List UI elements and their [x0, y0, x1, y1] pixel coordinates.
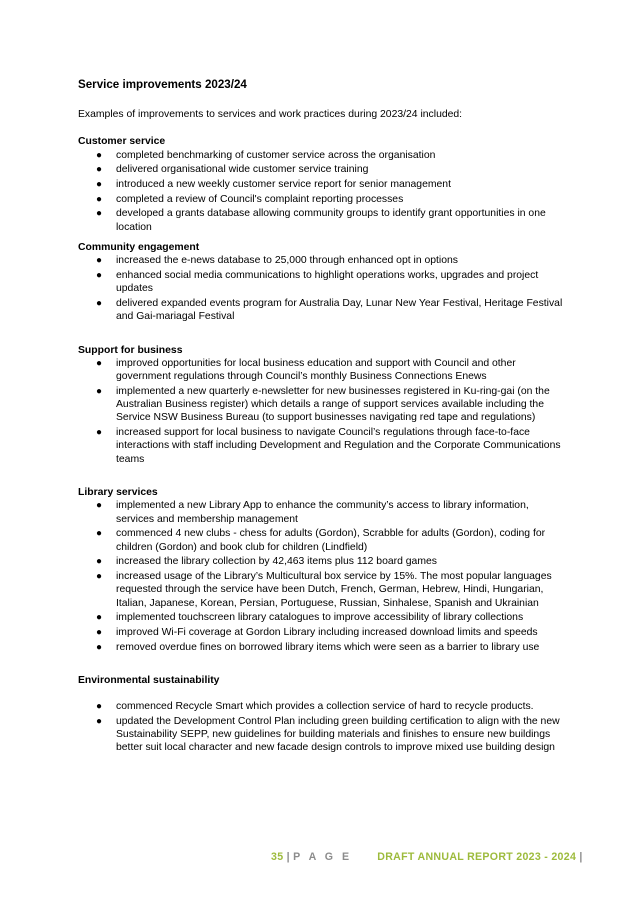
section-customer-service [78, 135, 568, 234]
section-support-for-business [78, 344, 568, 466]
bullet-icon: ● [96, 715, 103, 727]
bullet-icon: ● [96, 269, 103, 281]
page-label: P A G E [293, 851, 353, 863]
bullet-icon: ● [96, 556, 103, 568]
bullet-icon: ● [96, 297, 103, 309]
list-item: ● increased support for local business to navigate Council’s regulations through face-to-face interactions with staff including Development and Regulation and the Corporate Communications teams [96, 427, 561, 465]
section-library-services [78, 486, 568, 654]
bullet-list [78, 357, 568, 466]
list-item: ● implemented a new Library App to enhance the community’s access to library information, services and membership management [96, 500, 529, 525]
bullet-icon: ● [96, 357, 103, 369]
bullet-icon: ● [96, 641, 103, 653]
list-item: ● delivered expanded events program for Australia Day, Lunar New Year Festival, Heritage Festival and Gai-mariagal Festival [96, 297, 563, 323]
list-item: ● delivered organisational wide customer service training [96, 164, 369, 176]
bullet-icon: ● [96, 570, 103, 582]
section-heading: Environmental sustainability [78, 674, 220, 686]
section-heading: Customer service [78, 136, 166, 148]
intro-text: Examples of improvements to services and work practices during 2023/24 included: [78, 109, 463, 120]
bullet-icon: ● [96, 178, 103, 190]
bullet-icon: ● [96, 385, 103, 397]
bullet-list [78, 149, 568, 234]
page-number: 35 [271, 851, 284, 863]
section-heading: Community engagement [78, 241, 200, 253]
list-item: ● commenced 4 new clubs - chess for adults (Gordon), Scrabble for adults (Gordon), coding for children (Gordon) and book club for children (Lindfield) [96, 528, 546, 553]
list-item: ● commenced Recycle Smart which provides a collection service of hard to recycle products. [96, 701, 534, 713]
bullet-icon: ● [96, 701, 103, 713]
bullet-list [78, 254, 568, 323]
bullet-icon: ● [96, 164, 103, 176]
bullet-icon: ● [96, 427, 103, 439]
section-environmental-sustainability [78, 674, 568, 755]
list-item: ● removed overdue fines on borrowed library items which were seen as a barrier to library use [96, 641, 540, 653]
list-item: ● increased the library collection by 42,463 items plus 112 board games [96, 556, 437, 568]
bullet-icon: ● [96, 528, 103, 540]
page-footer [271, 851, 583, 863]
bullet-icon: ● [96, 500, 103, 512]
bullet-icon: ● [96, 626, 103, 638]
list-item: ● developed a grants database allowing community groups to identify grant opportunities in one location [96, 208, 546, 233]
list-item: ● improved opportunities for local business education and support with Council and other government regulations through Council’s monthly Business Connections Enews [96, 357, 516, 383]
list-item: ● implemented a new quarterly e-newsletter for new businesses registered in Ku-ring-gai (on the Australian Business register) which details a range of support services available including the Service NSW Business Bureau (to support businesses navigating red tape and regulations) [96, 385, 550, 424]
list-item: ● enhanced social media communications to highlight operations works, upgrades and project updates [96, 269, 539, 295]
document-page [78, 78, 568, 762]
list-item: ● updated the Development Control Plan including green building certification to align with the new Sustainability SEPP, new guidelines for building materials and finishes to ensure new buildings better suit local character and new facade design controls to improve mixed use building design [96, 715, 560, 754]
bullet-icon: ● [96, 149, 103, 161]
list-item: ● implemented touchscreen library catalogues to improve accessibility of library collections [96, 612, 524, 624]
list-item: ● completed a review of Council's complaint reporting processes [96, 193, 404, 205]
list-item: ● completed benchmarking of customer service across the organisation [96, 149, 436, 161]
page-title: Service improvements 2023/24 [78, 78, 247, 91]
bullet-icon: ● [96, 193, 103, 205]
bullet-icon: ● [96, 208, 103, 220]
list-item: ● improved Wi-Fi coverage at Gordon Library including increased download limits and speeds [96, 626, 538, 638]
footer-separator: | [286, 851, 290, 863]
bullet-list [78, 700, 568, 755]
report-title: DRAFT ANNUAL REPORT 2023 - 2024 [377, 851, 577, 863]
section-community-engagement [78, 241, 568, 324]
list-item: ● increased the e-news database to 25,000 through enhanced opt in options [96, 255, 458, 267]
list-item: ● introduced a new weekly customer service report for senior management [96, 178, 451, 190]
section-heading: Library services [78, 486, 158, 498]
footer-end-separator: | [579, 851, 583, 863]
list-item: ● increased usage of the Library’s Multicultural box service by 15%. The most popular languages requested through the service have been Dutch, French, German, Hebrew, Hindi, Hungarian, Italian, Japanese, Korean, Persian, Portuguese, Russian, Sinhalese, Spanish and Ukrainian [96, 570, 552, 609]
bullet-icon: ● [96, 255, 103, 267]
bullet-icon: ● [96, 612, 103, 624]
section-heading: Support for business [78, 344, 183, 356]
bullet-list [78, 499, 568, 654]
